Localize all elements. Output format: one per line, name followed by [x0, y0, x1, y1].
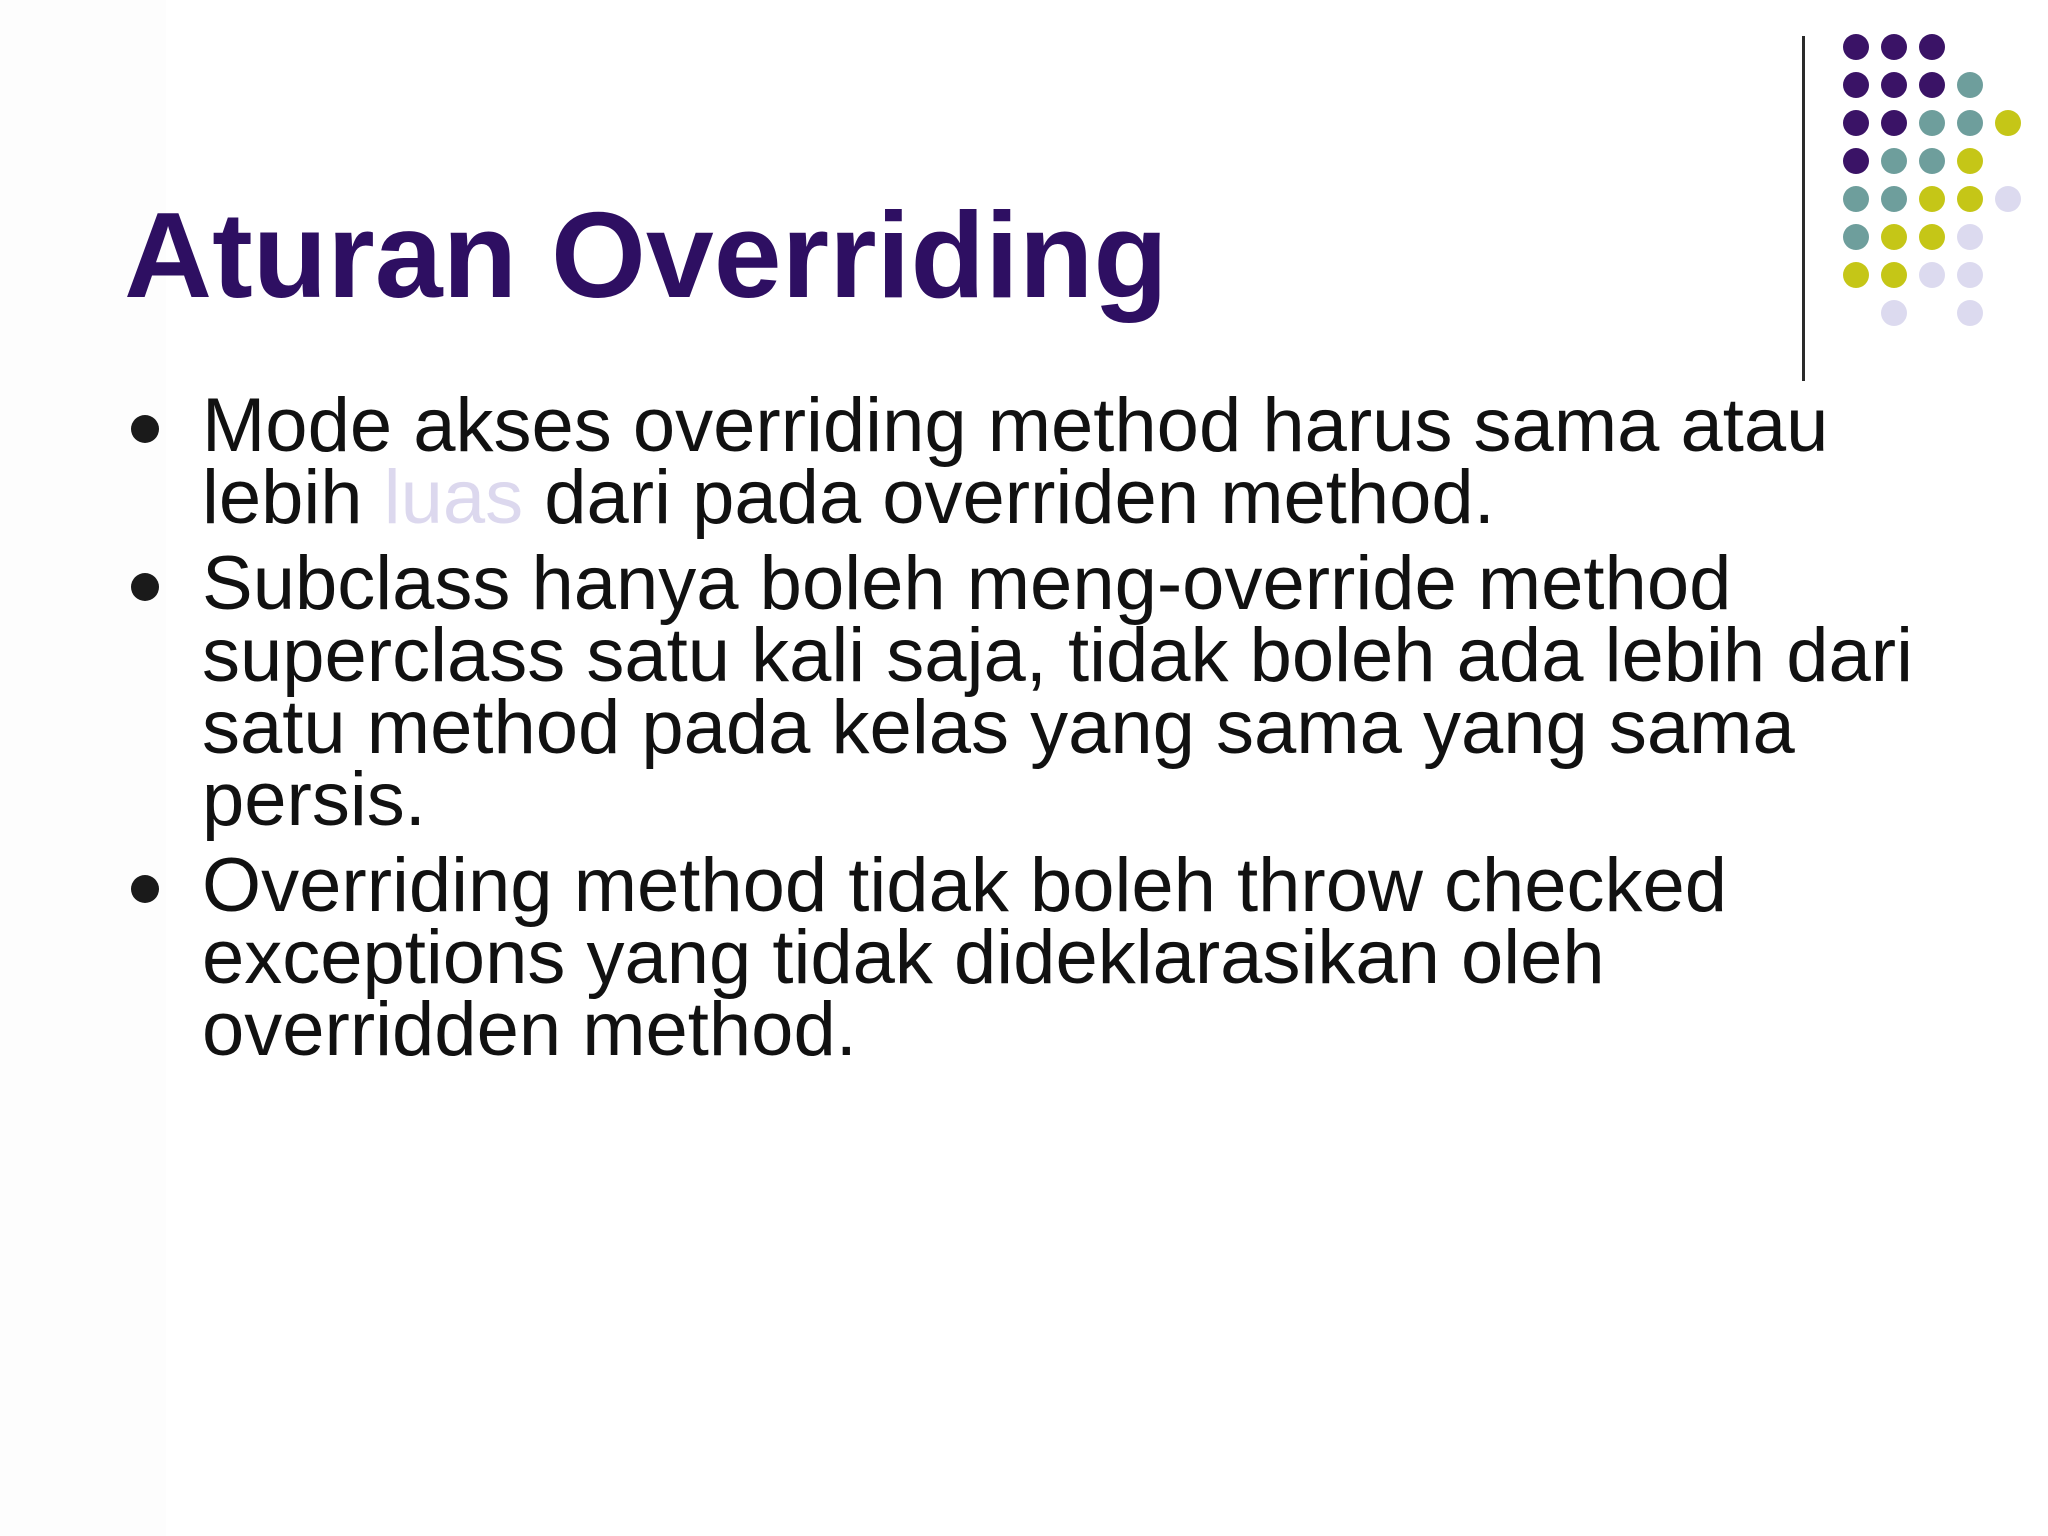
- bullet-list: [124, 383, 1914, 1080]
- bullet-line: [202, 541, 1914, 626]
- decoration-dot: [1843, 224, 1869, 250]
- decoration-dot: [1957, 262, 1983, 288]
- decoration-dot: [1843, 34, 1869, 60]
- bullet-marker: [131, 415, 159, 443]
- bullet-line: [202, 455, 1914, 540]
- decoration-dot: [1919, 186, 1945, 212]
- decoration-dot: [1843, 148, 1869, 174]
- decoration-dot: [1995, 110, 2021, 136]
- bullet-line: [202, 757, 1914, 842]
- muted-word-luas: luas: [383, 455, 524, 540]
- decoration-dot: [1881, 300, 1907, 326]
- decoration-dot: [1957, 110, 1983, 136]
- decoration-dot: [1957, 186, 1983, 212]
- decoration-dot: [1881, 186, 1907, 212]
- decoration-dot: [1919, 72, 1945, 98]
- decoration-dot: [1843, 110, 1869, 136]
- decoration-dot: [1919, 110, 1945, 136]
- decoration-dot: [1881, 34, 1907, 60]
- bullet-text: superclass satu kali saja, tidak boleh ada lebih dari: [202, 613, 1914, 698]
- decoration-dot: [1957, 148, 1983, 174]
- bullet-line: [202, 383, 1914, 468]
- decoration-dot: [1881, 110, 1907, 136]
- decoration-dot: [1843, 262, 1869, 288]
- slide-title: Aturan Overriding: [124, 187, 1168, 323]
- decoration-dot: [1957, 300, 1983, 326]
- bullet-text: exceptions yang tidak dideklarasikan oleh: [202, 915, 1605, 1000]
- bullet-text: Mode akses overriding method harus sama atau: [202, 383, 1829, 468]
- decoration-dot: [1881, 262, 1907, 288]
- decoration-dot: [1919, 34, 1945, 60]
- bullet-marker: [131, 573, 159, 601]
- decoration-dot: [1919, 148, 1945, 174]
- bullet-line: [202, 613, 1914, 698]
- bullet-text: overridden method.: [202, 987, 857, 1072]
- bullet-text: satu method pada kelas yang sama yang sama: [202, 685, 1795, 770]
- bullet-text: lebih: [202, 455, 384, 540]
- bullet-text: Subclass hanya boleh meng-override method: [202, 541, 1732, 626]
- bullet-line: [202, 685, 1914, 770]
- decoration-dot: [1995, 186, 2021, 212]
- bullet-marker: [131, 875, 159, 903]
- decoration-dot: [1957, 72, 1983, 98]
- bullet-text: Overriding method tidak boleh throw checked: [202, 843, 1728, 928]
- bullet-text: persis.: [202, 757, 426, 842]
- bullet-line: [202, 987, 1914, 1072]
- decoration-dot: [1843, 72, 1869, 98]
- dot-grid-decoration: [0, 0, 2048, 400]
- bullet-item-3: [124, 843, 1914, 1072]
- decoration-dot: [1919, 224, 1945, 250]
- decoration-dot: [1881, 224, 1907, 250]
- bullet-line: [202, 843, 1914, 928]
- bullet-text: dari pada overriden method.: [523, 455, 1495, 540]
- decoration-dot: [1881, 148, 1907, 174]
- decoration-dot: [1881, 72, 1907, 98]
- bullet-item-1: [124, 383, 1914, 540]
- decoration-dot: [1957, 224, 1983, 250]
- bullet-item-2: [124, 541, 1914, 842]
- decoration-dot: [1843, 186, 1869, 212]
- bullet-line: [202, 915, 1914, 1000]
- decoration-dot: [1919, 262, 1945, 288]
